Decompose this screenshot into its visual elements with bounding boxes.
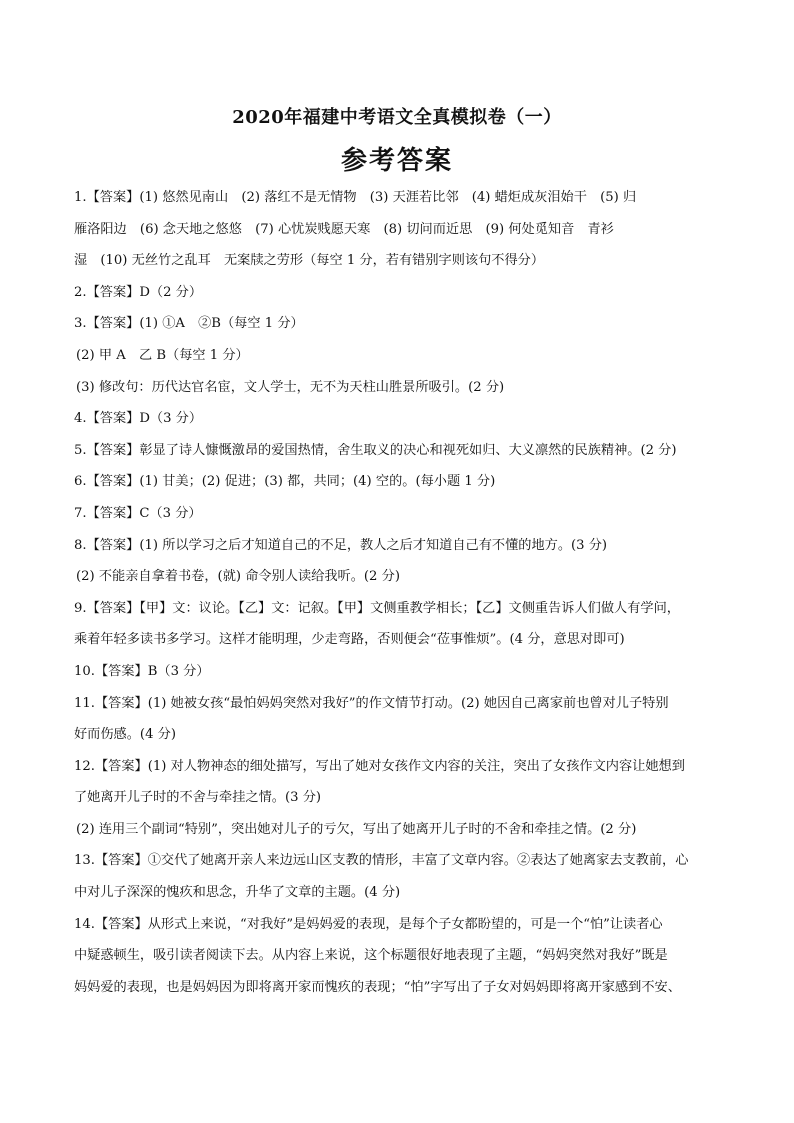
answer-line: 雁洛阳边 (6) 念天地之悠悠 (7) 心忧炭贱愿天寒 (8) 切问而近思 (9) 何处觅知音 青衫 [74, 221, 614, 237]
answer-line: 8.【答案】(1) 所以学习之后才知道自己的不足，教人之后才知道自己有不懂的地方。(3 分) [74, 537, 608, 553]
answer-line: 6.【答案】(1) 甘美；(2) 促进；(3) 都，共同；(4) 空的。(每小题 1 分) [74, 474, 496, 490]
answer-line: 中对儿子深深的愧疚和思念，升华了文章的主题。(4 分) [74, 885, 401, 901]
document-subtitle: 参考答案 [340, 146, 453, 176]
answer-body [74, 182, 724, 1003]
answer-line: 1.【答案】(1) 悠然见南山 (2) 落红不是无情物 (3) 天涯若比邻 (4) 蜡炬成灰泪始干 (5) 归 [74, 190, 637, 205]
answer-line: 13.【答案】①交代了她离开亲人来边远山区支教的情形，丰富了文章内容。②表达了她离家去支教前，心 [74, 853, 689, 869]
answer-line: 湿 (10) 无丝竹之乱耳 无案牍之劳形（每空 1 分，若有错别字则该句不得分） [74, 253, 545, 269]
answer-line: 了她离开儿子时的不舍与牵挂之情。(3 分) [74, 790, 322, 806]
answer-line: (2) 不能亲自拿着书卷，(就) 命令别人读给我听。(2 分) [76, 569, 400, 585]
document-title: 2020年福建中考语文全真模拟卷（一） [232, 107, 562, 128]
answer-line: 3.【答案】(1) ①A ②B（每空 1 分） [74, 316, 304, 332]
answer-line: 中疑惑顿生，吸引读者阅读下去。从内容上来说，这个标题很好地表现了主题，“妈妈突然对我好”既是 [74, 948, 668, 964]
answer-line: 妈妈爱的表现，也是妈妈因为即将离开家而愧疚的表现；“怕”字写出了子女对妈妈即将离开家感到不安、 [74, 979, 681, 995]
answer-line: 4.【答案】D（3 分） [74, 411, 203, 427]
answer-line: 2.【答案】D（2 分） [74, 284, 203, 300]
answer-line: 12.【答案】(1) 对人物神态的细处描写，写出了她对女孩作文内容的关注，突出了女孩作文内容让她想到 [74, 758, 685, 774]
answer-line: 7.【答案】C（3 分） [74, 505, 202, 521]
answer-line: 11.【答案】(1) 她被女孩“最怕妈妈突然对我好”的作文情节打动。(2) 她因自己离家前也曾对儿子特别 [74, 695, 669, 711]
answer-line: (3) 修改句：历代达官名宦，文人学士，无不为天柱山胜景所吸引。(2 分) [76, 379, 505, 395]
answer-line: (2) 甲 A 乙 B（每空 1 分） [76, 347, 249, 363]
answer-line: 10.【答案】B（3 分） [74, 663, 210, 679]
answer-line: 5.【答案】彰显了诗人慷慨激昂的爱国热情，舍生取义的决心和视死如归、大义凛然的民族精神。(2 分) [74, 442, 677, 458]
answer-line: 14.【答案】从形式上来说，“对我好”是妈妈爱的表现，是每个子女都盼望的，可是一个“怕”让读者心 [74, 916, 663, 932]
answer-line: 9.【答案】【甲】文：议论。【乙】文：记叙。【甲】文侧重教学相长；【乙】文侧重告诉人们做人有学问， [74, 600, 680, 616]
answer-line: (2) 连用三个副词“特别”，突出她对儿子的亏欠，写出了她离开儿子时的不舍和牵挂之情。(2 分) [76, 821, 637, 837]
answer-line: 乘着年轻多读书多学习。这样才能明理，少走弯路，否则便会“莅事惟烦”。(4 分，意思对即可) [74, 632, 625, 648]
answer-line: 好而伤感。(4 分) [74, 727, 176, 743]
